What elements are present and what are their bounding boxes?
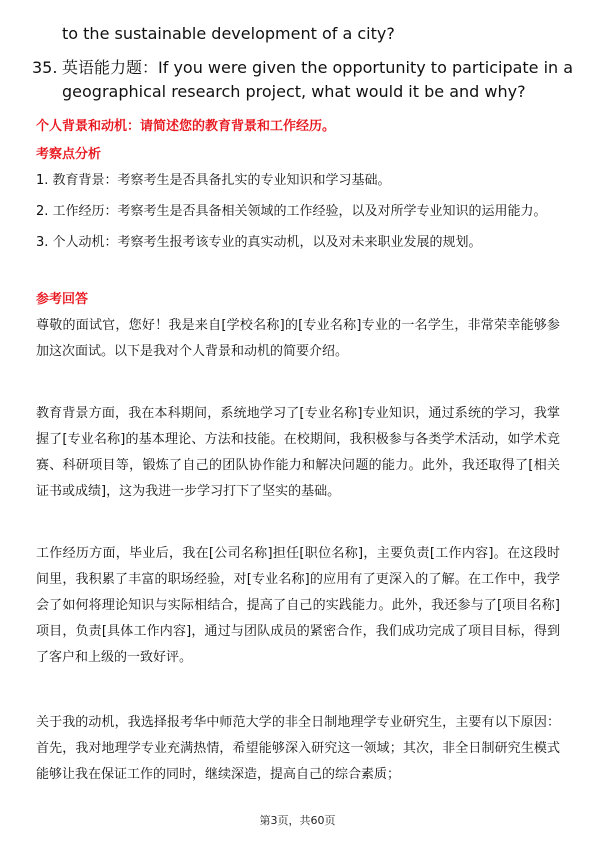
analysis-heading: 考察点分析 [36, 147, 102, 162]
page-footer: 第3页，共60页 [259, 814, 336, 827]
question-number: 35. [32, 58, 58, 77]
answer-paragraph-work: 工作经历方面，毕业后，我在[公司名称]担任[职位名称]，主要负责[工作内容]。在这段时间里，我积累了丰富的职场经验，对[专业名称]的应用有了更深入的了解。在工作中，我学会了如何将理论知识与实际相结合，提高了自己的实践能力。此外，我还参与了[项目名称]项目，负责[具体工作内容]，通过与团队成员的紧密合作，我们成功完成了项目目标，得到了客户和上级的一致好评。 [36, 546, 560, 665]
analysis-item: 3. 个人动机：考察考生报考该专业的真实动机，以及对未来职业发展的规划。 [36, 235, 482, 250]
analysis-item: 1. 教育背景：考察考生是否具备扎实的专业知识和学习基础。 [36, 173, 391, 188]
answer-paragraph-intro: 尊敬的面试官，您好！我是来自[学校名称]的[专业名称]专业的一名学生，非常荣幸能够参加这次面试。以下是我对个人背景和动机的简要介绍。 [36, 318, 560, 359]
question-text: 英语能力题：If you were given the opportunity to participate in a geographical research project, what would it be and why? [62, 58, 574, 101]
question-35 [32, 56, 577, 104]
analysis-item: 2. 工作经历：考察考生是否具备相关领域的工作经验，以及对所学专业知识的运用能力。 [36, 204, 547, 219]
answer-paragraph-motivation: 关于我的动机，我选择报考华中师范大学的非全日制地理学专业研究生，主要有以下原因：首先，我对地理学专业充满热情，希望能够深入研究这一领域；其次，非全日制研究生模式能够让我在保证工作的同时，继续深造，提高自己的综合素质； [36, 715, 560, 782]
sub-question-heading: 个人背景和动机：请简述您的教育背景和工作经历。 [36, 119, 336, 134]
answer-heading: 参考回答 [36, 292, 89, 307]
analysis-list [36, 168, 566, 255]
question-continuation: to the sustainable development of a city? [62, 24, 395, 43]
answer-paragraph-education: 教育背景方面，我在本科期间，系统地学习了[专业名称]专业知识，通过系统的学习，我掌握了[专业名称]的基本理论、方法和技能。在校期间，我积极参与各类学术活动，如学术竞赛、科研项目等，锻炼了自己的团队协作能力和解决问题的能力。此外，我还取得了[相关证书或成绩]，这为我进一步学习打下了坚实的基础。 [36, 406, 560, 499]
